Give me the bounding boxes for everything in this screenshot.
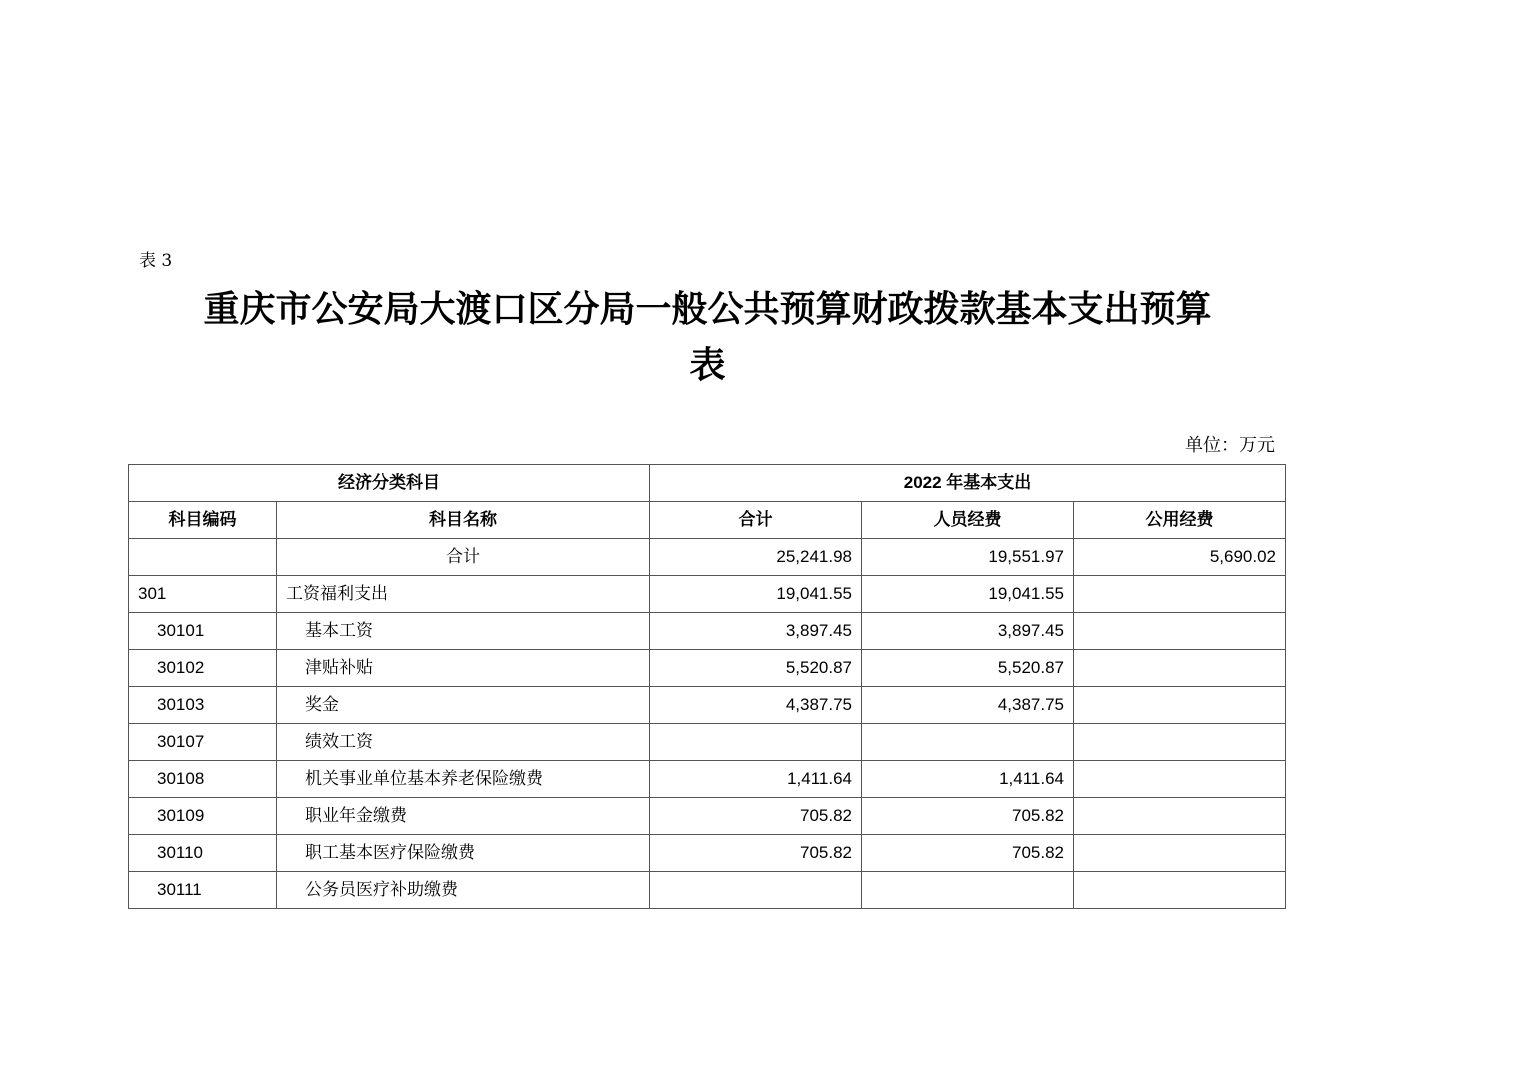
cell-public: 5,690.02 xyxy=(1074,539,1286,576)
total-row xyxy=(129,539,1286,576)
cell-personnel: 5,520.87 xyxy=(862,650,1074,687)
cell-total: 4,387.75 xyxy=(650,687,862,724)
cell-total: 3,897.45 xyxy=(650,613,862,650)
cell-code: 301 xyxy=(129,576,277,613)
cell-personnel: 4,387.75 xyxy=(862,687,1074,724)
column-header-row xyxy=(129,502,1286,539)
cell-public xyxy=(1074,650,1286,687)
table-row xyxy=(129,872,1286,909)
cell-total xyxy=(650,724,862,761)
cell-code: 30111 xyxy=(129,872,277,909)
header-year-expense: 2022 年基本支出 xyxy=(650,465,1286,502)
cell-public xyxy=(1074,872,1286,909)
table-row xyxy=(129,798,1286,835)
table-number-label: 表 3 xyxy=(139,251,173,271)
table-row xyxy=(129,724,1286,761)
unit-label: 单位：万元 xyxy=(1185,435,1275,456)
cell-code: 30109 xyxy=(129,798,277,835)
cell-total: 25,241.98 xyxy=(650,539,862,576)
cell-public xyxy=(1074,576,1286,613)
table-row xyxy=(129,613,1286,650)
cell-total: 705.82 xyxy=(650,835,862,872)
cell-code: 30103 xyxy=(129,687,277,724)
cell-personnel: 705.82 xyxy=(862,835,1074,872)
cell-total: 1,411.64 xyxy=(650,761,862,798)
cell-personnel xyxy=(862,724,1074,761)
header-name: 科目名称 xyxy=(277,502,650,539)
table-row xyxy=(129,576,1286,613)
cell-name: 职工基本医疗保险缴费 xyxy=(277,835,650,872)
header-public: 公用经费 xyxy=(1074,502,1286,539)
cell-personnel: 705.82 xyxy=(862,798,1074,835)
cell-code: 30101 xyxy=(129,613,277,650)
table-row xyxy=(129,835,1286,872)
cell-public xyxy=(1074,798,1286,835)
cell-public xyxy=(1074,835,1286,872)
document-title-line-1: 重庆市公安局大渡口区分局一般公共预算财政拨款基本支出预算 xyxy=(203,289,1212,330)
cell-name: 公务员医疗补助缴费 xyxy=(277,872,650,909)
cell-name: 机关事业单位基本养老保险缴费 xyxy=(277,761,650,798)
cell-total xyxy=(650,872,862,909)
cell-code: 30110 xyxy=(129,835,277,872)
cell-public xyxy=(1074,724,1286,761)
cell-personnel: 3,897.45 xyxy=(862,613,1074,650)
cell-personnel: 19,551.97 xyxy=(862,539,1074,576)
cell-code xyxy=(129,539,277,576)
cell-name: 基本工资 xyxy=(277,613,650,650)
cell-code: 30107 xyxy=(129,724,277,761)
cell-code: 30108 xyxy=(129,761,277,798)
cell-total: 5,520.87 xyxy=(650,650,862,687)
header-classification: 经济分类科目 xyxy=(129,465,650,502)
document-title xyxy=(130,282,1285,394)
cell-code: 30102 xyxy=(129,650,277,687)
group-header-row xyxy=(129,465,1286,502)
cell-personnel: 1,411.64 xyxy=(862,761,1074,798)
cell-public xyxy=(1074,613,1286,650)
cell-name: 绩效工资 xyxy=(277,724,650,761)
table-row xyxy=(129,761,1286,798)
document-title-line-2: 表 xyxy=(689,345,726,386)
cell-name: 职业年金缴费 xyxy=(277,798,650,835)
cell-name: 合计 xyxy=(277,539,650,576)
cell-name: 奖金 xyxy=(277,687,650,724)
budget-table xyxy=(128,464,1286,909)
cell-personnel: 19,041.55 xyxy=(862,576,1074,613)
cell-total: 705.82 xyxy=(650,798,862,835)
cell-name: 津贴补贴 xyxy=(277,650,650,687)
header-code: 科目编码 xyxy=(129,502,277,539)
cell-total: 19,041.55 xyxy=(650,576,862,613)
table-row xyxy=(129,650,1286,687)
cell-public xyxy=(1074,687,1286,724)
header-personnel: 人员经费 xyxy=(862,502,1074,539)
table-row xyxy=(129,687,1286,724)
header-total: 合计 xyxy=(650,502,862,539)
cell-personnel xyxy=(862,872,1074,909)
cell-name: 工资福利支出 xyxy=(277,576,650,613)
cell-public xyxy=(1074,761,1286,798)
